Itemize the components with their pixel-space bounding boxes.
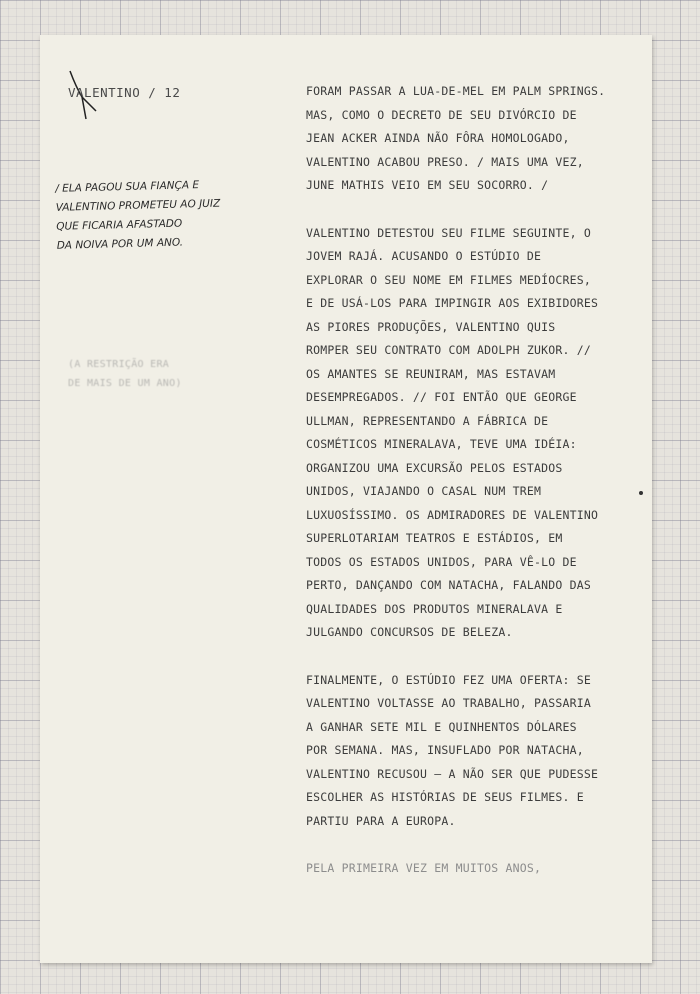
faded-bleedthrough-text	[68, 355, 268, 393]
paragraph-3	[306, 669, 646, 834]
text-line: VALENTINO RECUSOU — A NÃO SER QUE PUDESSE	[306, 766, 599, 781]
text-line: ROMPER SEU CONTRATO COM ADOLPH ZUKOR. //	[306, 343, 591, 357]
text-line: FINALMENTE, O ESTÚDIO FEZ UMA OFERTA: SE	[306, 672, 591, 687]
text-line: JUNE MATHIS VEIO EM SEU SOCORRO. /	[306, 178, 549, 192]
text-line: AS PIORES PRODUÇÕES, VALENTINO QUIS	[306, 319, 556, 334]
text-line: JEAN ACKER AINDA NÃO FÔRA HOMOLOGADO,	[306, 131, 570, 145]
text-line: A GANHAR SETE MIL E QUINHENTOS DÓLARES	[306, 719, 577, 734]
ghost-line: DE MAIS DE UM ANO)	[68, 378, 182, 389]
text-line: QUALIDADES DOS PRODUTOS MINERALAVA E	[306, 601, 563, 616]
ghost-line: (A RESTRIÇÃO ERA	[68, 359, 170, 370]
page-header: VALENTINO / 12	[68, 85, 181, 100]
text-line: VALENTINO ACABOU PRESO. / MAIS UMA VEZ,	[306, 154, 584, 169]
ink-dot	[639, 491, 643, 495]
paragraph-1	[306, 80, 646, 198]
handwritten-note	[55, 174, 272, 256]
text-line: FORAM PASSAR A LUA-DE-MEL EM PALM SPRINGS.	[306, 84, 606, 98]
text-line: SUPERLOTARIAM TEATROS E ESTÁDIOS, EM	[306, 531, 563, 545]
text-line: PARTIU PARA A EUROPA.	[306, 813, 456, 828]
text-line: ESCOLHER AS HISTÓRIAS DE SEUS FILMES. E	[306, 790, 584, 804]
typewritten-body	[306, 80, 646, 905]
text-line: ORGANIZOU UMA EXCURSÃO PELOS ESTADOS	[306, 460, 563, 475]
text-line: LUXUOSÍSSIMO. OS ADMIRADORES DE VALENTINO	[306, 507, 599, 522]
text-line: EXPLORAR O SEU NOME EM FILMES MEDÍOCRES,	[306, 272, 591, 287]
paragraph-2	[306, 222, 646, 645]
handwritten-line: DA NOIVA POR UM ANO.	[56, 236, 184, 252]
handwritten-line: QUE FICARIA AFASTADO	[56, 217, 183, 233]
text-line: E DE USÁ-LOS PARA IMPINGIR AOS EXIBIDORES	[306, 296, 599, 310]
text-line: UNIDOS, VIAJANDO O CASAL NUM TREM	[306, 484, 542, 498]
text-line: TODOS OS ESTADOS UNIDOS, PARA VÊ-LO DE	[306, 554, 577, 569]
text-line: VALENTINO VOLTASSE AO TRABALHO, PASSARIA	[306, 696, 591, 710]
text-line: JOVEM RAJÁ. ACUSANDO O ESTÚDIO DE	[306, 249, 542, 263]
text-line: ULLMAN, REPRESENTANDO A FÁBRICA DE	[306, 413, 549, 428]
handwritten-line: VALENTINO PROMETEU AO JUIZ	[55, 197, 221, 214]
text-line: MAS, COMO O DECRETO DE SEU DIVÓRCIO DE	[306, 107, 577, 122]
text-line: POR SEMANA. MAS, INSUFLADO POR NATACHA,	[306, 743, 584, 757]
text-line: PERTO, DANÇANDO COM NATACHA, FALANDO DAS	[306, 578, 591, 592]
text-line: PELA PRIMEIRA VEZ EM MUITOS ANOS,	[306, 861, 542, 875]
handwritten-line: / ELA PAGOU SUA FIANÇA E	[55, 179, 200, 195]
text-line: DESEMPREGADOS. // FOI ENTÃO QUE GEORGE	[306, 390, 577, 404]
text-line: OS AMANTES SE REUNIRAM, MAS ESTAVAM	[306, 366, 556, 381]
paragraph-4	[306, 857, 646, 881]
text-line: COSMÉTICOS MINERALAVA, TEVE UMA IDÉIA:	[306, 437, 577, 451]
text-line: VALENTINO DETESTOU SEU FILME SEGUINTE, O	[306, 225, 591, 240]
typewritten-page	[40, 35, 652, 963]
text-line: JULGANDO CONCURSOS DE BELEZA.	[306, 625, 513, 639]
